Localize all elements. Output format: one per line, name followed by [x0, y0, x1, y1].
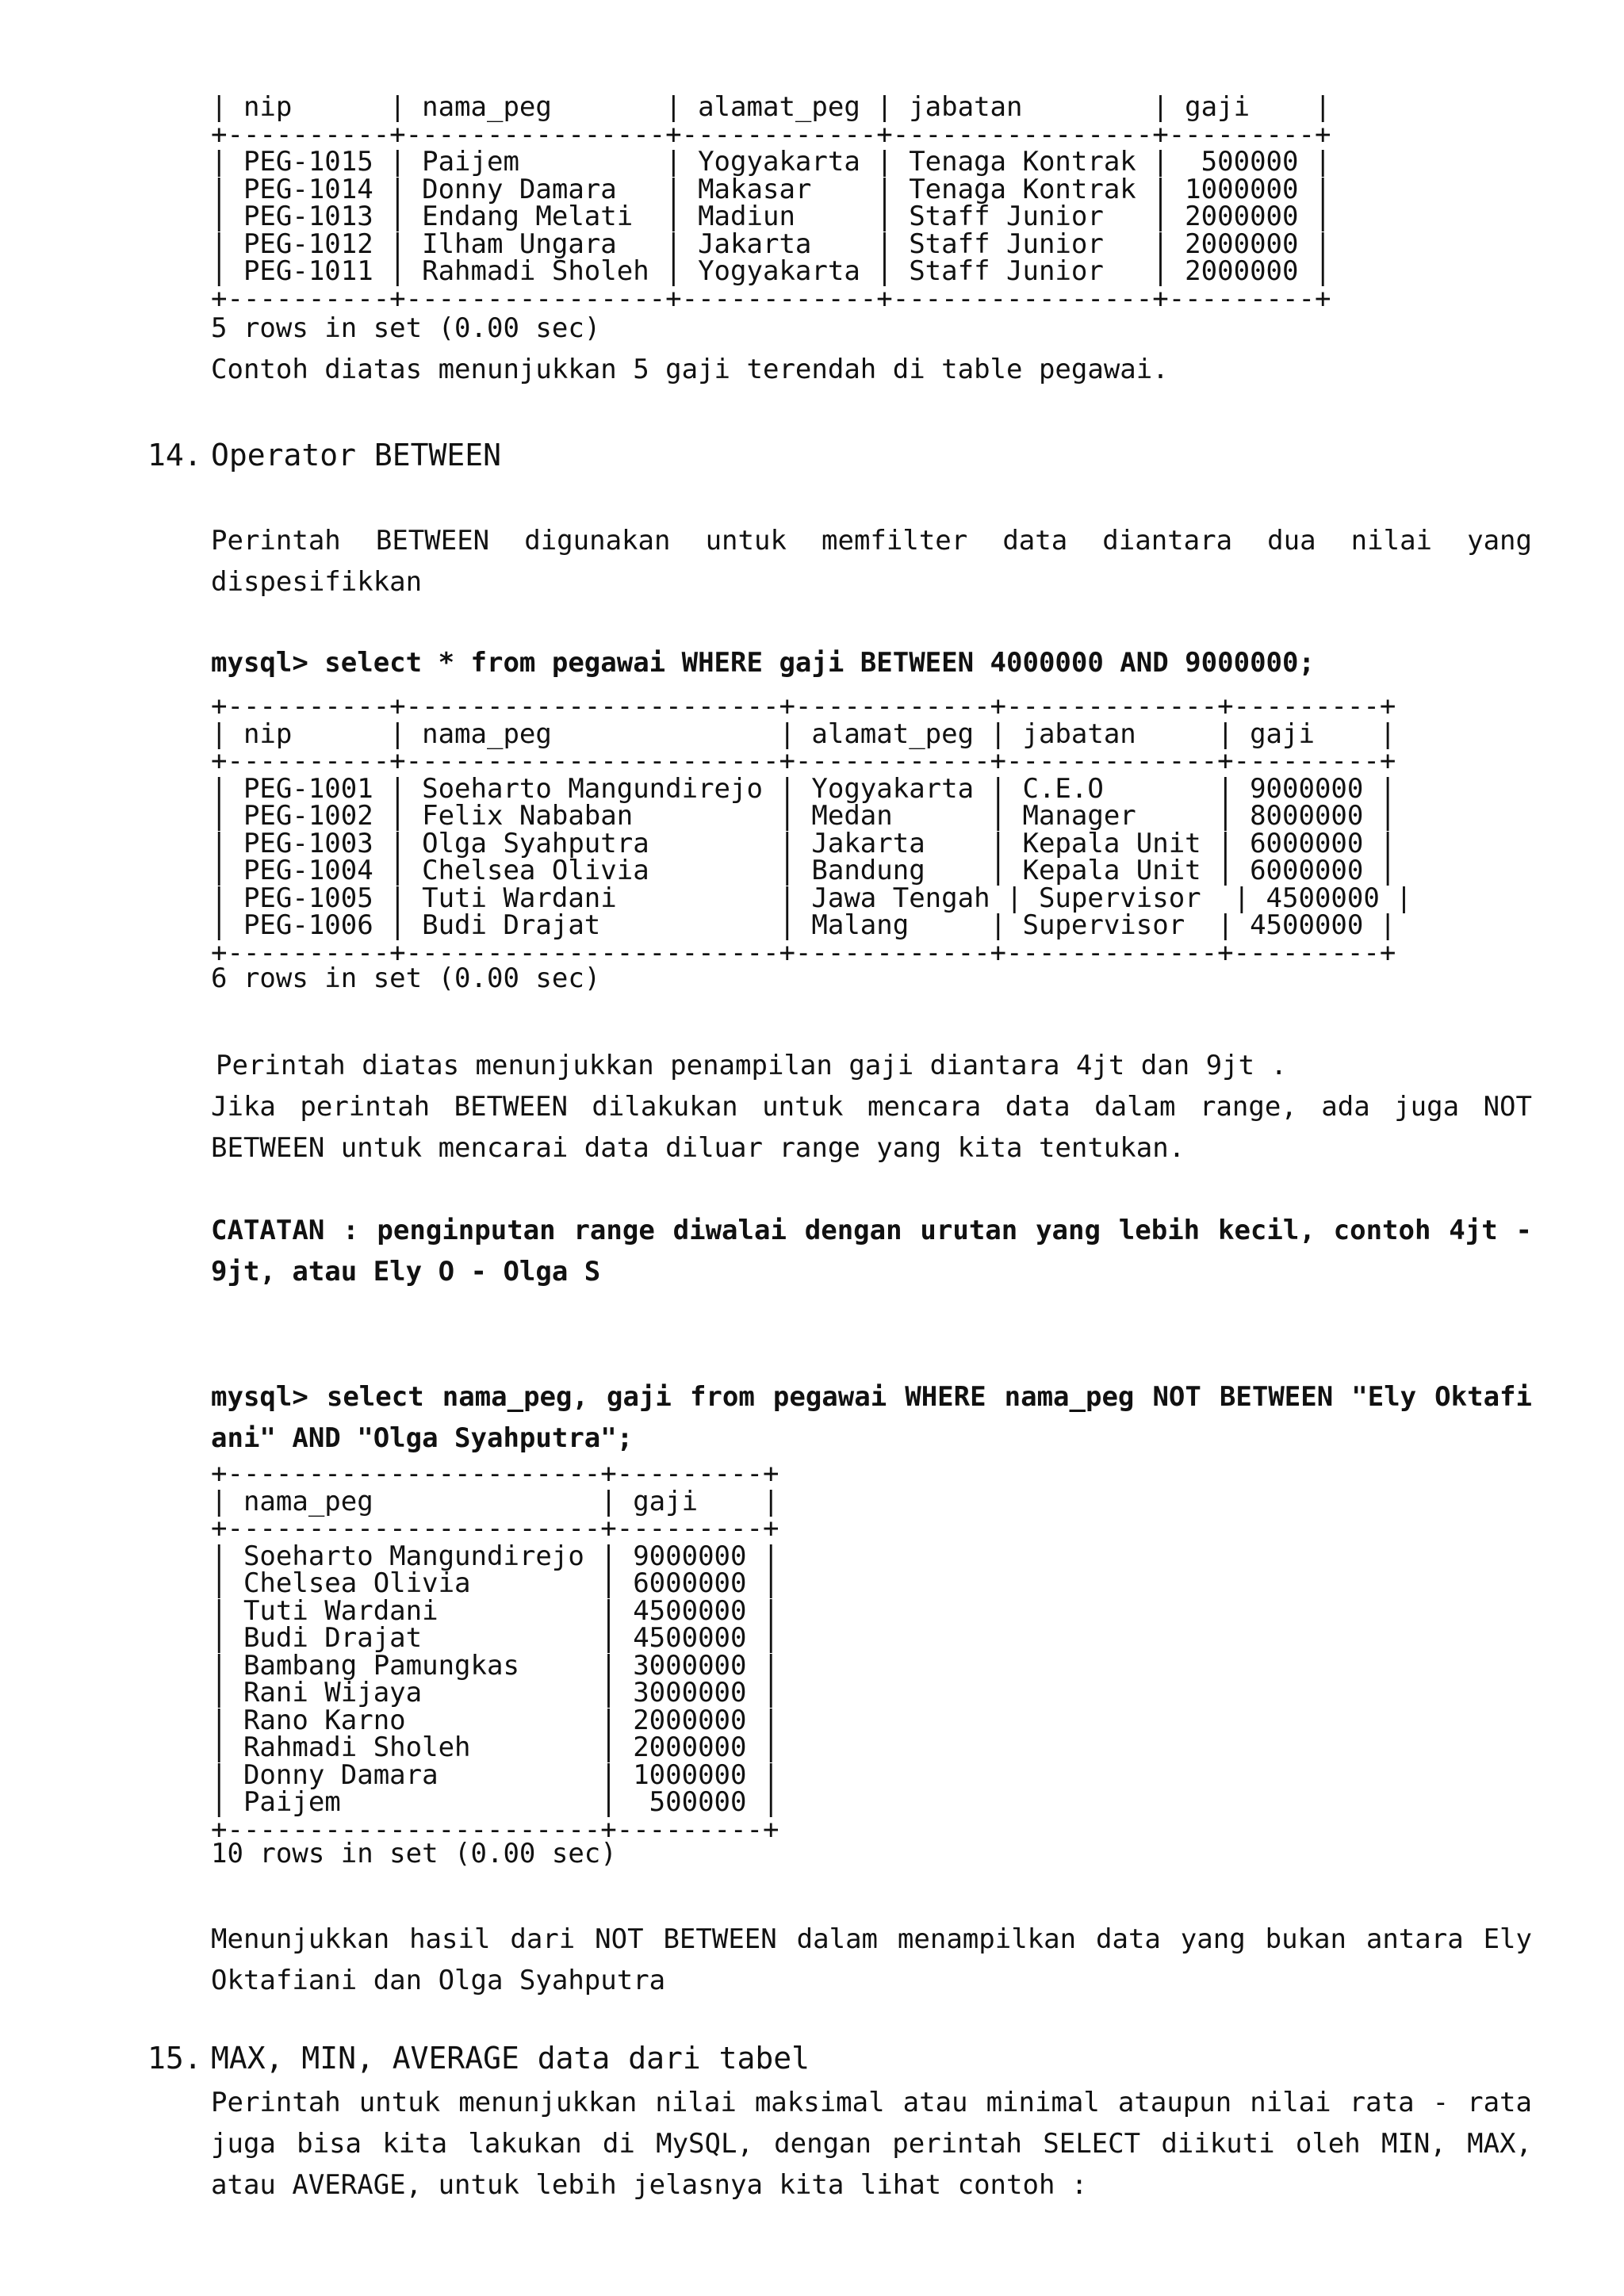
section-title: MAX, MIN, AVERAGE data dari tabel	[211, 2041, 810, 2076]
section-title: Operator BETWEEN	[211, 438, 502, 473]
sql-query-not-between	[211, 1376, 1532, 1459]
table-row: | Bambang Pamungkas | 3000000 |	[211, 1649, 779, 1682]
table-separator: +-----------------------+---------+	[211, 1513, 779, 1544]
table-row: | Chelsea Olivia | 6000000 |	[211, 1567, 779, 1599]
table-row: | Donny Damara | 1000000 |	[211, 1758, 779, 1791]
table-separator: +----------+----------------+------------+----------------+---------+	[211, 118, 1331, 151]
paragraph-line: Menunjukkan hasil dari NOT BETWEEN dalam menampilkan data yang bukan antara Ely	[211, 1923, 1532, 1955]
row-count: 10 rows in set (0.00 sec)	[211, 1838, 617, 1869]
table-row: | PEG-1005 | Tuti Wardani | Jawa Tengah | Supervisor | 4500000 |	[211, 882, 1412, 914]
paragraph-line: mysql> select nama_peg, gaji from pegawai WHERE nama_peg NOT BETWEEN "Ely Oktafi	[211, 1381, 1532, 1413]
table-row: | PEG-1011 | Rahmadi Sholeh | Yogyakarta | Staff Junior | 2000000 |	[211, 255, 1331, 287]
table-separator: +----------+-----------------------+------------+-------------+---------+	[211, 745, 1396, 777]
table-row: | PEG-1012 | Ilham Ungara | Jakarta | Staff Junior | 2000000 |	[211, 228, 1331, 260]
table-row: | Rani Wijaya | 3000000 |	[211, 1677, 779, 1709]
paragraph-line: Oktafiani dan Olga Syahputra	[211, 1965, 666, 1996]
table-row: | PEG-1014 | Donny Damara | Makasar | Tenaga Kontrak | 1000000 |	[211, 173, 1331, 205]
table-row: | Soeharto Mangundirejo | 9000000 |	[211, 1540, 779, 1572]
between-result-table	[211, 691, 1412, 969]
paragraph-line: ani" AND "Olga Syahputra";	[211, 1422, 634, 1454]
table-row: | PEG-1001 | Soeharto Mangundirejo | Yogyakarta | C.E.O | 9000000 |	[211, 772, 1396, 805]
table-separator: +----------+-----------------------+------------+-------------+---------+	[211, 936, 1396, 969]
section-number: 15.	[147, 2041, 202, 2076]
top-note: Contoh diatas menunjukkan 5 gaji terendah di table pegawai.	[211, 354, 1169, 385]
paragraph-line: Perintah untuk menunjukkan nilai maksimal atau minimal ataupun nilai rata - rata	[211, 2087, 1532, 2118]
paragraph-line: BETWEEN untuk mencarai data diluar range yang kita tentukan.	[211, 1132, 1185, 1164]
row-count: 6 rows in set (0.00 sec)	[211, 962, 601, 994]
paragraph-line: Perintah BETWEEN digunakan untuk memfilter data diantara dua nilai yang	[211, 525, 1532, 557]
table-header-row: | nama_peg | gaji |	[211, 1485, 779, 1517]
table-row: | PEG-1006 | Budi Drajat | Malang | Supervisor | 4500000 |	[211, 909, 1396, 941]
section-heading-15	[147, 2041, 810, 2076]
paragraph-line: 9jt, atau Ely O - Olga S	[211, 1256, 601, 1288]
table-header-row: | nip | nama_peg | alamat_peg | jabatan | gaji |	[211, 718, 1396, 750]
top-result-table	[211, 91, 1331, 315]
not-between-result-note	[211, 1919, 1532, 2001]
table-row: | PEG-1003 | Olga Syahputra | Jakarta | Kepala Unit | 6000000 |	[211, 827, 1396, 859]
paragraph-line: juga bisa kita lakukan di MySQL, dengan perintah SELECT diikuti oleh MIN, MAX,	[211, 2128, 1532, 2160]
table-separator: +----------+----------------+------------+----------------+---------+	[211, 282, 1331, 315]
between-explanation	[211, 1045, 1532, 1169]
table-row: | Paijem | 500000 |	[211, 1786, 779, 1818]
max-min-average-description	[211, 2082, 1532, 2206]
catatan-note	[211, 1210, 1532, 1292]
table-row: | PEG-1004 | Chelsea Olivia | Bandung | Kepala Unit | 6000000 |	[211, 855, 1396, 886]
table-separator: +-----------------------+---------+	[211, 1458, 779, 1490]
paragraph-line: atau AVERAGE, untuk lebih jelasnya kita lihat contoh :	[211, 2169, 1088, 2201]
table-row: | Budi Drajat | 4500000 |	[211, 1622, 779, 1654]
sql-query: mysql> select * from pegawai WHERE gaji BETWEEN 4000000 AND 9000000;	[211, 647, 1315, 679]
paragraph-line: dispesifikkan	[211, 566, 423, 598]
table-header-row: | nip | nama_peg | alamat_peg | jabatan | gaji |	[211, 91, 1331, 123]
between-description	[211, 520, 1532, 603]
table-separator: +----------+-----------------------+------------+-------------+---------+	[211, 691, 1396, 722]
table-row: | Tuti Wardani | 4500000 |	[211, 1594, 779, 1627]
table-separator: +-----------------------+---------+	[211, 1813, 779, 1846]
table-row: | PEG-1013 | Endang Melati | Madiun | Staff Junior | 2000000 |	[211, 201, 1331, 232]
table-row: | PEG-1015 | Paijem | Yogyakarta | Tenaga Kontrak | 500000 |	[211, 146, 1331, 178]
section-number: 14.	[147, 438, 202, 473]
paragraph-line: Perintah diatas menunjukkan penampilan gaji diantara 4jt dan 9jt .	[216, 1050, 1288, 1081]
table-row: | PEG-1002 | Felix Nababan | Medan | Manager | 8000000 |	[211, 800, 1396, 832]
table-row: | Rano Karno | 2000000 |	[211, 1704, 779, 1736]
section-heading-14	[147, 438, 501, 473]
table-row: | Rahmadi Sholeh | 2000000 |	[211, 1732, 779, 1763]
paragraph-line: CATATAN : penginputan range diwalai dengan urutan yang lebih kecil, contoh 4jt -	[211, 1215, 1532, 1246]
not-between-result-table	[211, 1458, 779, 1846]
paragraph-line: Jika perintah BETWEEN dilakukan untuk mencara data dalam range, ada juga NOT	[211, 1091, 1532, 1123]
row-count: 5 rows in set (0.00 sec)	[211, 312, 601, 344]
